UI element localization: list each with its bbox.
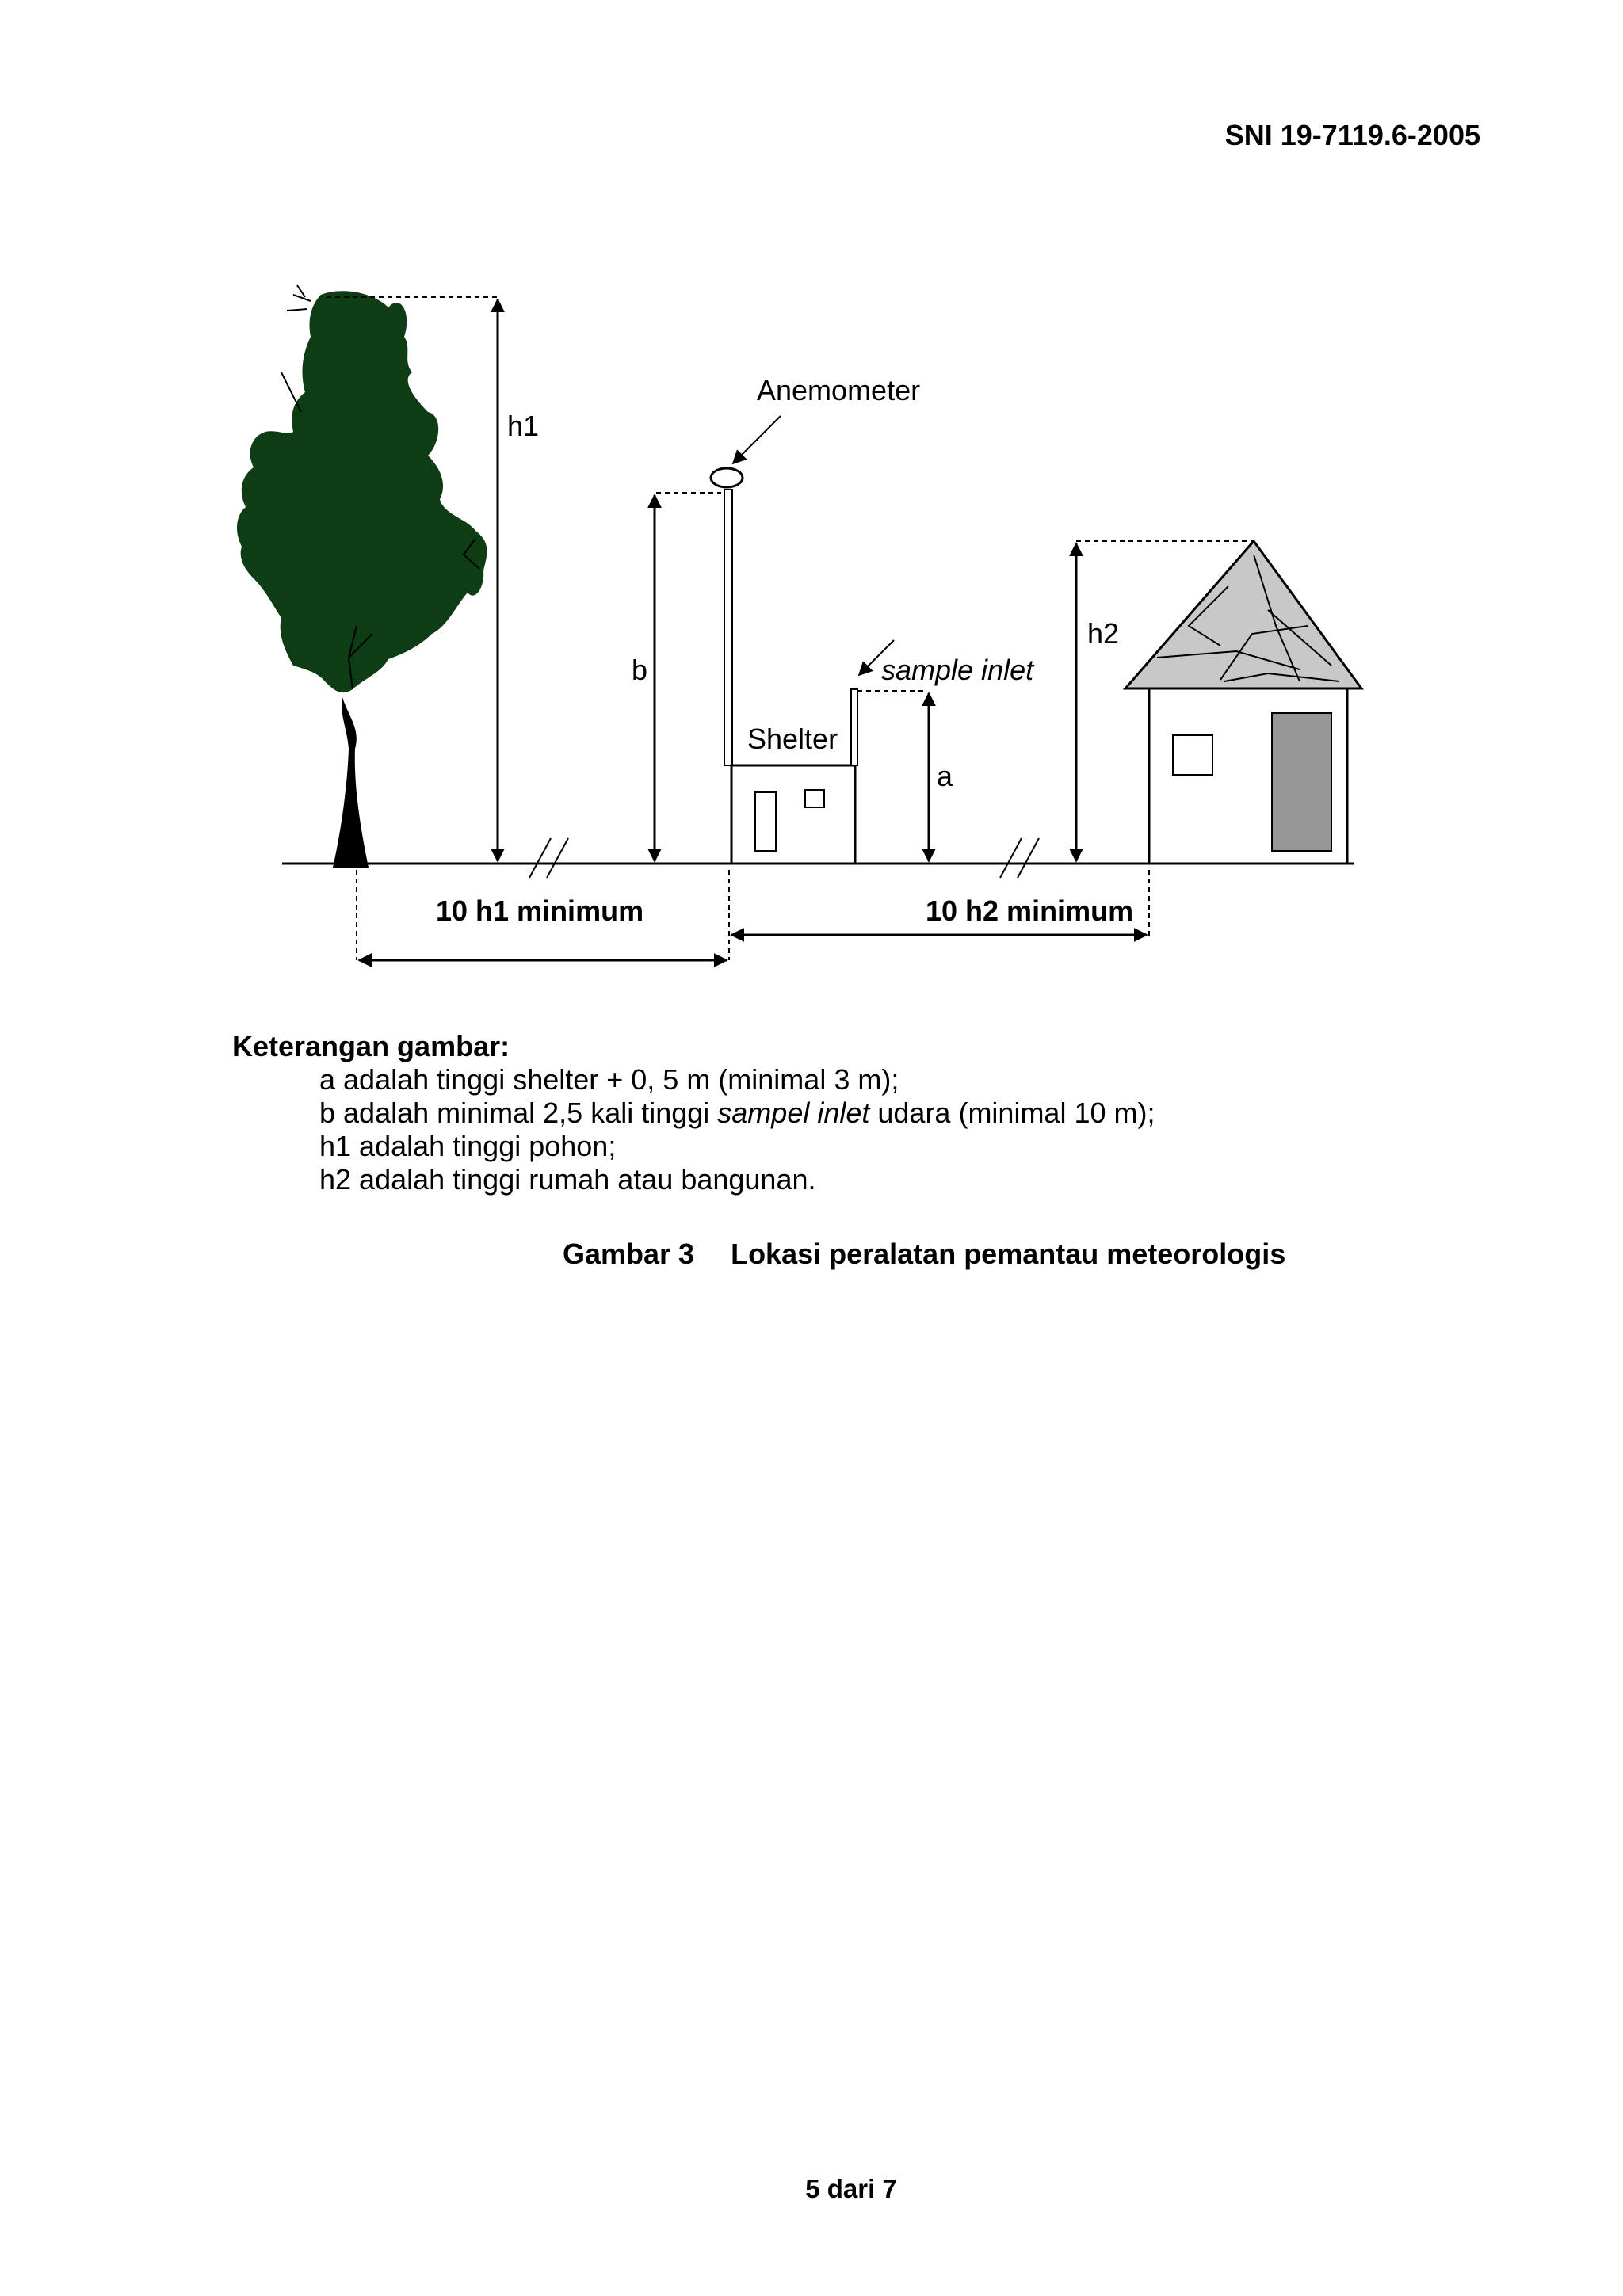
- figure-caption-text: Lokasi peralatan pemantau meteorologis: [731, 1238, 1286, 1270]
- shelter-window: [805, 790, 824, 807]
- figure-legend: [232, 1030, 1155, 1196]
- shelter-door: [755, 792, 776, 851]
- legend-item-h1: h1 adalah tinggi pohon;: [319, 1130, 617, 1162]
- legend-item-b: [319, 1097, 1155, 1130]
- legend-item-b-text: b adalah minimal 2,5 kali tinggi: [319, 1097, 718, 1129]
- anemometer-cup: [711, 468, 743, 487]
- legend-list: [232, 1063, 1155, 1196]
- house-distance-label: 10 h2 minimum: [926, 894, 1134, 927]
- legend-item-a: a adalah tinggi shelter + 0, 5 m (minimal 3 m);: [319, 1063, 899, 1096]
- b-label: b: [632, 654, 648, 686]
- legend-item-b-emphasis: sampel inlet: [717, 1097, 870, 1129]
- figure-number: Gambar 3: [563, 1238, 695, 1270]
- page-number: 5 dari 7: [805, 2174, 897, 2203]
- anemometer-mast: [724, 490, 732, 765]
- sample-inlet-pipe: [851, 689, 857, 765]
- meteorological-equipment-diagram: [0, 0, 1623, 1014]
- tree-illustration: [237, 285, 487, 868]
- document-code: SNI 19-7119.6-2005: [1224, 119, 1480, 151]
- sample-inlet-label: sample inlet: [881, 654, 1034, 686]
- house-door: [1272, 713, 1331, 851]
- tree-distance-label: 10 h1 minimum: [436, 894, 644, 927]
- shelter-label: Shelter: [747, 723, 838, 755]
- house-window: [1173, 735, 1212, 775]
- tree-foliage: [237, 291, 487, 692]
- anemometer-label: Anemometer: [757, 374, 921, 406]
- legend-title: Keterangan gambar:: [232, 1030, 510, 1062]
- house: [1125, 541, 1361, 864]
- shelter: [731, 689, 857, 864]
- h2-label: h2: [1087, 617, 1120, 650]
- tree-trunk: [333, 697, 369, 868]
- legend-item-b-text-end: udara (minimal 10 m);: [869, 1097, 1155, 1129]
- house-roof: [1125, 541, 1361, 688]
- figure-caption: [563, 1238, 1285, 1271]
- a-label: a: [937, 760, 953, 792]
- anemometer-arrow: [733, 416, 781, 463]
- h1-label: h1: [507, 410, 540, 442]
- legend-item-h2: h2 adalah tinggi rumah atau bangunan.: [319, 1163, 816, 1196]
